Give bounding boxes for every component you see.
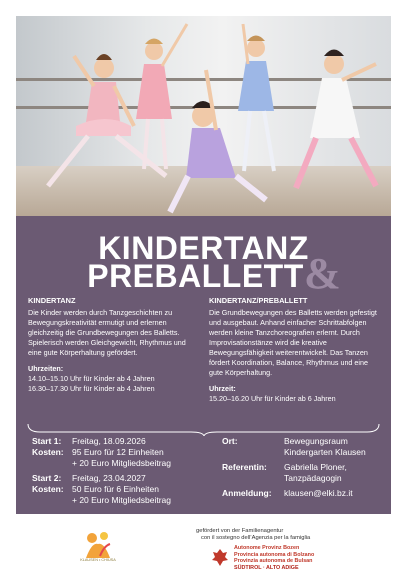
teacher-value-2: Tanzpädagogin bbox=[284, 473, 342, 483]
province-line-it: Provincia autonoma di Bolzano bbox=[234, 551, 315, 558]
place-value-2: Kindergarten Klausen bbox=[284, 447, 366, 457]
start2-value: Freitag, 23.04.2027 bbox=[72, 473, 146, 483]
teacher-label: Referentin: bbox=[222, 462, 267, 472]
ballet-children-photo bbox=[16, 16, 391, 216]
kindertanz-description: Die Kinder werden durch Tanzgeschichten zu Bewegungskreativität ermutigt und erlernen gleichzeitig die Grundbewegungen des Balletts. Spielerisch werden Gleichgewicht, Rhythmus und eine gute Körperhaltung gefördert. bbox=[28, 308, 186, 357]
sponsor-line-it: con il sostegno dell’Agenzia per la famiglia bbox=[201, 535, 311, 541]
kindertanz-column bbox=[28, 296, 196, 394]
signup-email[interactable]: klausen@elki.bz.it bbox=[284, 488, 353, 498]
start1-label: Start 1: bbox=[32, 436, 62, 446]
cost1-value: 95 Euro für 12 Einheiten bbox=[72, 447, 164, 457]
time-heading: Uhrzeit: bbox=[209, 384, 236, 393]
course-dates bbox=[32, 436, 212, 506]
title-preballett: PREBALLETT bbox=[87, 258, 304, 294]
elki-logo-icon bbox=[78, 528, 118, 560]
cost1-extra: + 20 Euro Mitgliedsbeitrag bbox=[72, 458, 171, 468]
divider-curve bbox=[16, 422, 391, 436]
footer bbox=[0, 520, 407, 576]
cost2-extra: + 20 Euro Mitgliedsbeitrag bbox=[72, 495, 171, 505]
teacher-value: Gabriella Ploner, bbox=[284, 462, 347, 472]
title-ampersand: & bbox=[304, 249, 341, 298]
preballett-column bbox=[209, 296, 381, 404]
cost2-label: Kosten: bbox=[32, 484, 64, 494]
sponsor-line-de: gefördert von der Familienagentur bbox=[196, 528, 284, 534]
times-heading: Uhrzeiten: bbox=[28, 364, 64, 373]
time-slot: 15.20–16.20 Uhr für Kinder ab 6 Jahren bbox=[209, 394, 336, 403]
start1-value: Freitag, 18.09.2026 bbox=[72, 436, 146, 446]
province-text bbox=[234, 545, 314, 571]
cost1-label: Kosten: bbox=[32, 447, 64, 457]
kindertanz-heading: KINDERTANZ bbox=[28, 296, 76, 305]
preballett-description: Die Grundbewegungen des Balletts werden gefestigt und ausgebaut. Anhand einfacher Schrittabfolgen werden kleine Tanzchoreografien erlernt. Durch Improvisationstänze wird die kreative Bewegungsfähigkeit weiterentwickelt. Das Tanzen fördert Koordination, Balance, Rhythmus und eine gute Körperhaltung. bbox=[209, 308, 377, 377]
title-kindertanz: KINDERTANZ bbox=[98, 230, 309, 266]
place-value: Bewegungsraum bbox=[284, 436, 348, 446]
dancer-white bbox=[296, 50, 376, 189]
province-line-lad: Provinzia autonoma de Bulsan bbox=[234, 558, 313, 564]
cost2-value: 50 Euro für 6 Einheiten bbox=[72, 484, 159, 494]
elki-logo-label: KLAUSEN • CHIUSA bbox=[80, 558, 116, 562]
info-panel bbox=[16, 216, 391, 514]
start2-label: Start 2: bbox=[32, 473, 62, 483]
dancer-pink-back bbox=[136, 24, 187, 169]
dancers-illustration bbox=[16, 16, 391, 216]
time-slot: 16.30–17.30 Uhr für Kinder ab 4 Jahren bbox=[28, 384, 155, 393]
course-location bbox=[222, 436, 387, 499]
province-line-de: Autonome Provinz Bozen bbox=[234, 545, 300, 551]
eagle-emblem-icon bbox=[212, 547, 228, 567]
time-slot: 14.10–15.10 Uhr für Kinder ab 4 Jahren bbox=[28, 374, 155, 383]
province-region: SÜDTIROL · ALTO ADIGE bbox=[234, 564, 299, 571]
sponsor-text bbox=[196, 528, 396, 542]
signup-label: Anmeldung: bbox=[222, 488, 272, 498]
elki-logo bbox=[78, 528, 118, 568]
dancer-blue bbox=[238, 24, 274, 171]
preballett-heading: KINDERTANZ/PREBALLETT bbox=[209, 296, 308, 305]
place-label: Ort: bbox=[222, 436, 238, 446]
